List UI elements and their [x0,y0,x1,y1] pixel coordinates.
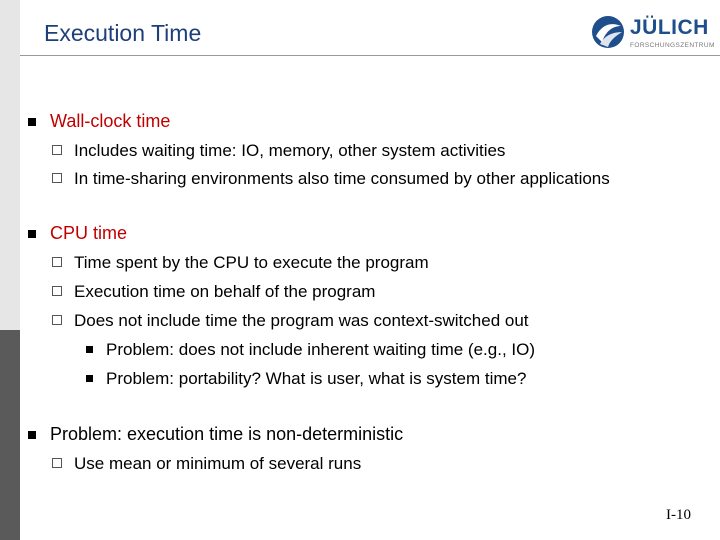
sidebar-decoration-light [0,0,20,330]
bullet-text: Problem: does not include inherent waiting time (e.g., IO) [106,340,535,359]
sub-bullet-list [52,449,708,478]
square-bullet-icon [28,431,36,439]
hollow-square-bullet-icon [52,458,62,468]
sub-bullet-list [52,136,708,192]
hollow-square-bullet-icon [52,145,62,155]
bullet-level3 [86,335,708,364]
bullet-level3 [86,364,708,393]
hollow-square-bullet-icon [52,315,62,325]
logo-wordmark: JÜLICH [630,16,709,39]
logo-subtitle: FORSCHUNGSZENTRUM [630,42,715,49]
bullet-level2 [52,277,708,306]
square-bullet-icon [28,230,36,238]
bullet-text: Includes waiting time: IO, memory, other system activities [74,141,506,160]
bullet-group-cpu-time [28,219,708,393]
hollow-square-bullet-icon [52,173,62,183]
slide-title: Execution Time [44,20,202,46]
slide-number: I-10 [666,507,691,523]
bullet-group-nondeterministic [28,420,708,478]
square-bullet-icon [86,346,93,353]
bullet-text: In time-sharing environments also time consumed by other applications [74,169,610,188]
bullet-level2 [52,136,708,165]
square-bullet-icon [28,118,36,126]
juelich-logo-mark-icon [590,14,626,50]
bullet-text: Does not include time the program was context-switched out [74,311,529,330]
bullet-level2 [52,165,708,192]
bullet-text: Execution time on behalf of the program [74,282,376,301]
sub-bullet-list [52,248,708,393]
bullet-level1 [28,107,708,136]
juelich-logo [590,12,715,56]
bullet-group-wall-clock [28,107,708,192]
square-bullet-icon [86,375,93,382]
bullet-level1 [28,219,708,248]
slide-content [28,107,708,478]
bullet-level2 [52,306,708,335]
hollow-square-bullet-icon [52,257,62,267]
bullet-level1 [28,420,708,449]
bullet-text: Time spent by the CPU to execute the program [74,253,429,272]
bullet-level2 [52,248,708,277]
bullet-label: Problem: execution time is non-deterministic [50,424,404,444]
bullet-level2 [52,449,708,478]
bullet-label: Wall-clock time [50,111,171,131]
hollow-square-bullet-icon [52,286,62,296]
bullet-text: Use mean or minimum of several runs [74,454,362,473]
bullet-text: Problem: portability? What is user, what is system time? [106,369,527,388]
sub-sub-bullet-list [86,335,708,393]
bullet-label: CPU time [50,223,128,243]
sidebar-decoration-dark [0,330,20,540]
